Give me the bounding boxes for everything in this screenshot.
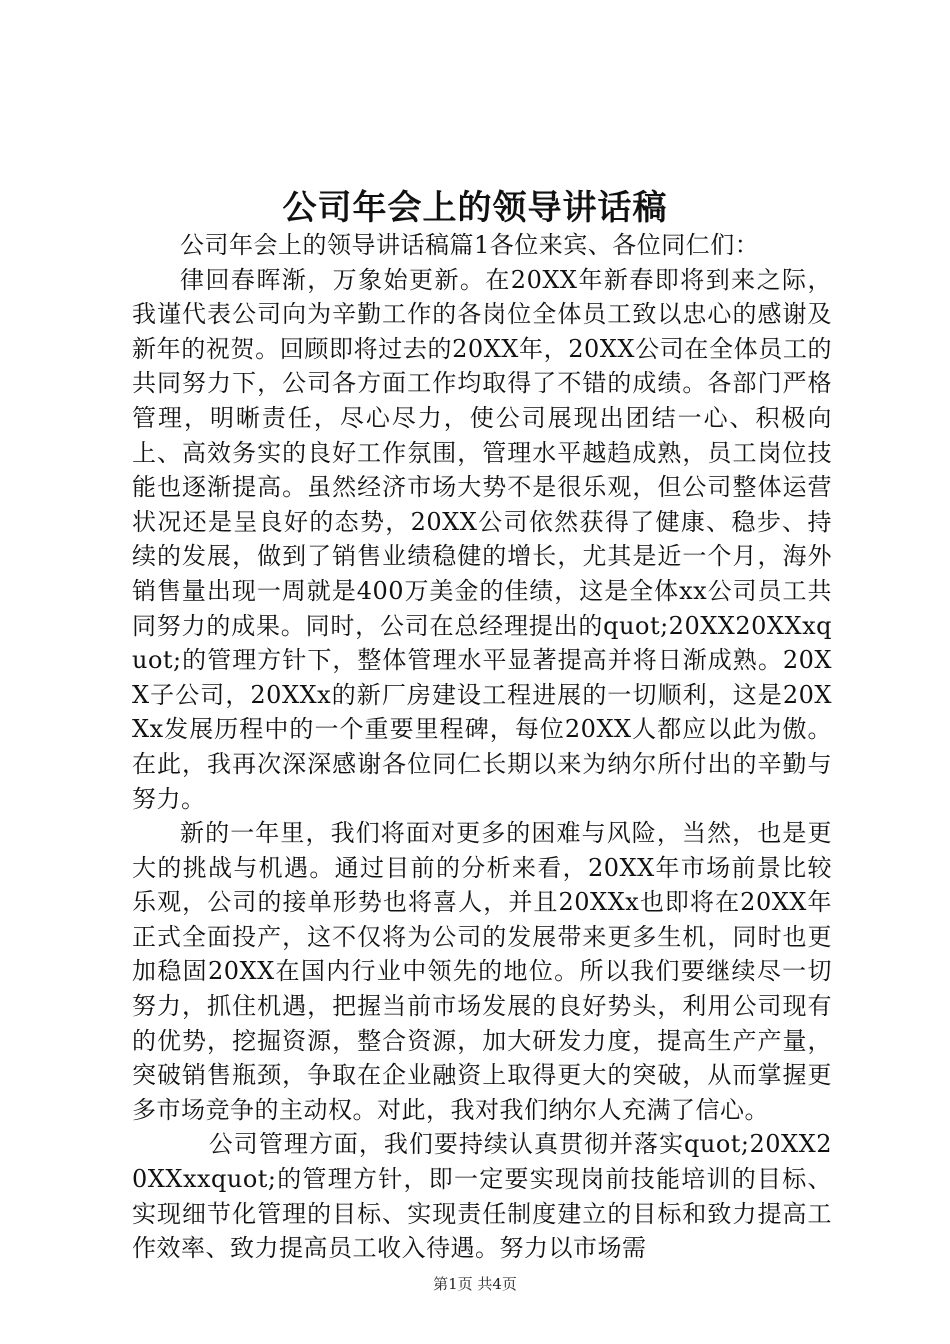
- paragraph-greeting: 公司年会上的领导讲话稿篇1各位来宾、各位同仁们：: [180, 231, 760, 259]
- page-number-footer: 第1页 共4页: [433, 1275, 517, 1293]
- document-body: [132, 228, 832, 1266]
- paragraph-outlook: 新的一年里，我们将面对更多的困难与风险，当然，也是更大的挑战与机遇。通过目前的分析来看，20XX年市场前景比较乐观，公司的接单形势也将喜人，并且20XXx也即将在20XX年正式全面投产，这不仅将为公司的发展带来更多生机，同时也更加稳固20XX在国内行业中领先的地位。所以我们要继续尽一切努力，抓住机遇，把握当前市场发展的良好势头，利用公司现有的优势，挖掘资源，整合资源，加大研发力度，提高生产产量，突破销售瓶颈，争取在企业融资上取得更大的突破，从而掌握更多市场竞争的主动权。对此，我对我们纳尔人充满了信心。: [132, 819, 832, 1124]
- document-title: 公司年会上的领导讲话稿: [282, 188, 668, 228]
- paragraph-management: 公司管理方面，我们要持续认真贯彻并落实quot;20XX20XXxxquot;的管理方针，即一定要实现岗前技能培训的目标、实现细节化管理的目标、实现责任制度建立的目标和致力提高工作效率、致力提高员工收入待遇。努力以市场需: [132, 1130, 832, 1263]
- paragraph-review: 律回春晖渐，万象始更新。在20XX年新春即将到来之际，我谨代表公司向为辛勤工作的各岗位全体员工致以忠心的感谢及新年的祝贺。回顾即将过去的20XX年，20XX公司在全体员工的共同努力下，公司各方面工作均取得了不错的成绩。各部门严格管理，明晰责任，尽心尽力，使公司展现出团结一心、积极向上、高效务实的良好工作氛围，管理水平越趋成熟，员工岗位技能也逐渐提高。虽然经济市场大势不是很乐观，但公司整体运营状况还是呈良好的态势，20XX公司依然获得了健康、稳步、持续的发展，做到了销售业绩稳健的增长，尤其是近一个月，海外销售量出现一周就是400万美金的佳绩，这是全体xx公司员工共同努力的成果。同时，公司在总经理提出的quot;20XX20XXxquot;的管理方针下，整体管理水平显著提高并将日渐成熟。20XX子公司，20XXx的新厂房建设工程进展的一切顺利，这是20XXx发展历程中的一个重要里程碑，每位20XX人都应以此为傲。在此，我再次深深感谢各位同仁长期以来为纳尔所付出的辛勤与努力。: [132, 265, 832, 813]
